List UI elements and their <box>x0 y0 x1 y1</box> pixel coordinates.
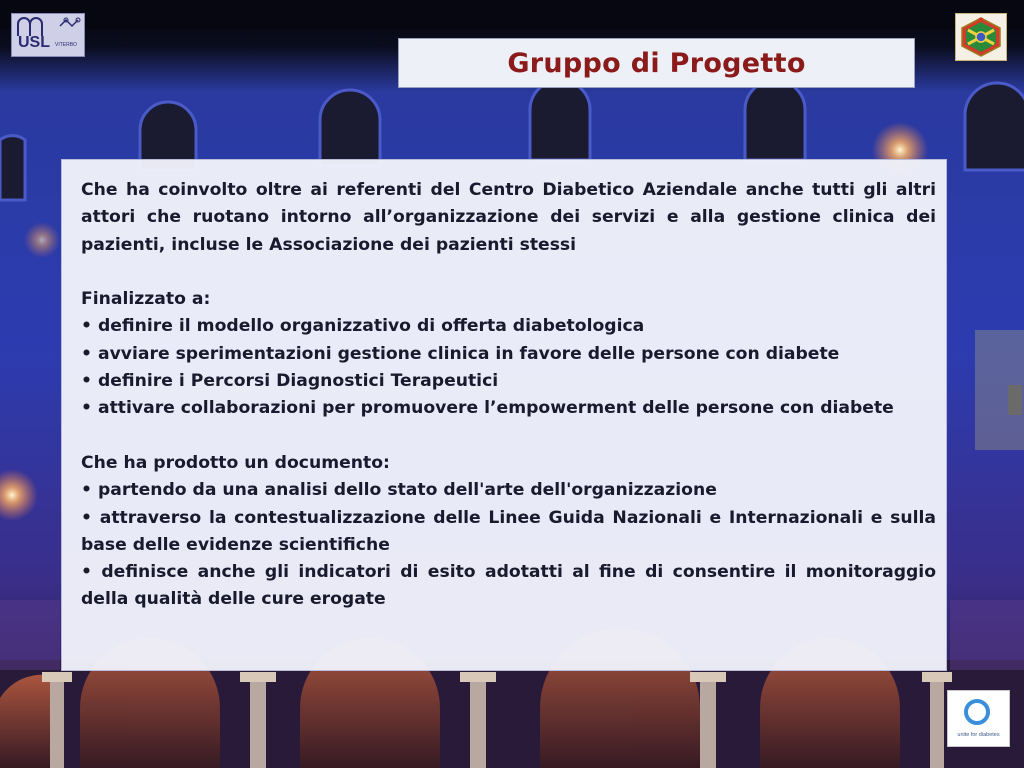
usl-viterbo-logo <box>11 13 85 57</box>
unite-for-diabetes-logo <box>947 690 1010 747</box>
document-item: • attraverso la contestualizzazione delle Linee Guida Nazionali e Internazionali e sulla base delle evidenze scientifiche <box>81 507 936 555</box>
document-heading: Che ha prodotto un documento: <box>81 452 390 473</box>
aim-item: • avviare sperimentazioni gestione clinica in favore delle persone con diabete <box>81 343 840 364</box>
unite-logo-caption: unite for diabetes <box>957 732 1000 738</box>
usl-logo-subtext: VITERBO <box>55 42 77 48</box>
aim-item: • definire i Percorsi Diagnostici Terapeutici <box>81 371 499 392</box>
coat-of-arms-icon <box>956 14 1006 60</box>
aims-heading: Finalizzato a: <box>81 289 211 310</box>
intro-paragraph: Che ha coinvolto oltre ai referenti del Centro Diabetico Aziendale anche tutti gli altri attori che ruotano intorno all’organizzazione dei servizi e alla gestione clinica dei pazienti, incluse le Associazione dei pazienti stessi <box>81 180 936 255</box>
regione-lazio-emblem <box>955 13 1007 61</box>
document-item: • definisce anche gli indicatori di esito adotatti al fine di consentire il monitoraggio della qualità delle cure erogate <box>81 562 936 610</box>
aim-item: • definire il modello organizzativo di offerta diabetologica <box>81 316 645 337</box>
document-item: • partendo da una analisi dello stato dell'arte dell'organizzazione <box>81 480 717 501</box>
aim-item: • attivare collaborazioni per promuovere l’empowerment delle persone con diabete <box>81 398 894 419</box>
slide-title-banner <box>398 38 915 88</box>
content-panel <box>61 159 947 671</box>
slide-title: Gruppo di Progetto <box>507 47 806 79</box>
blue-circle-icon <box>964 699 990 725</box>
usl-logo-text: USL <box>18 34 50 51</box>
